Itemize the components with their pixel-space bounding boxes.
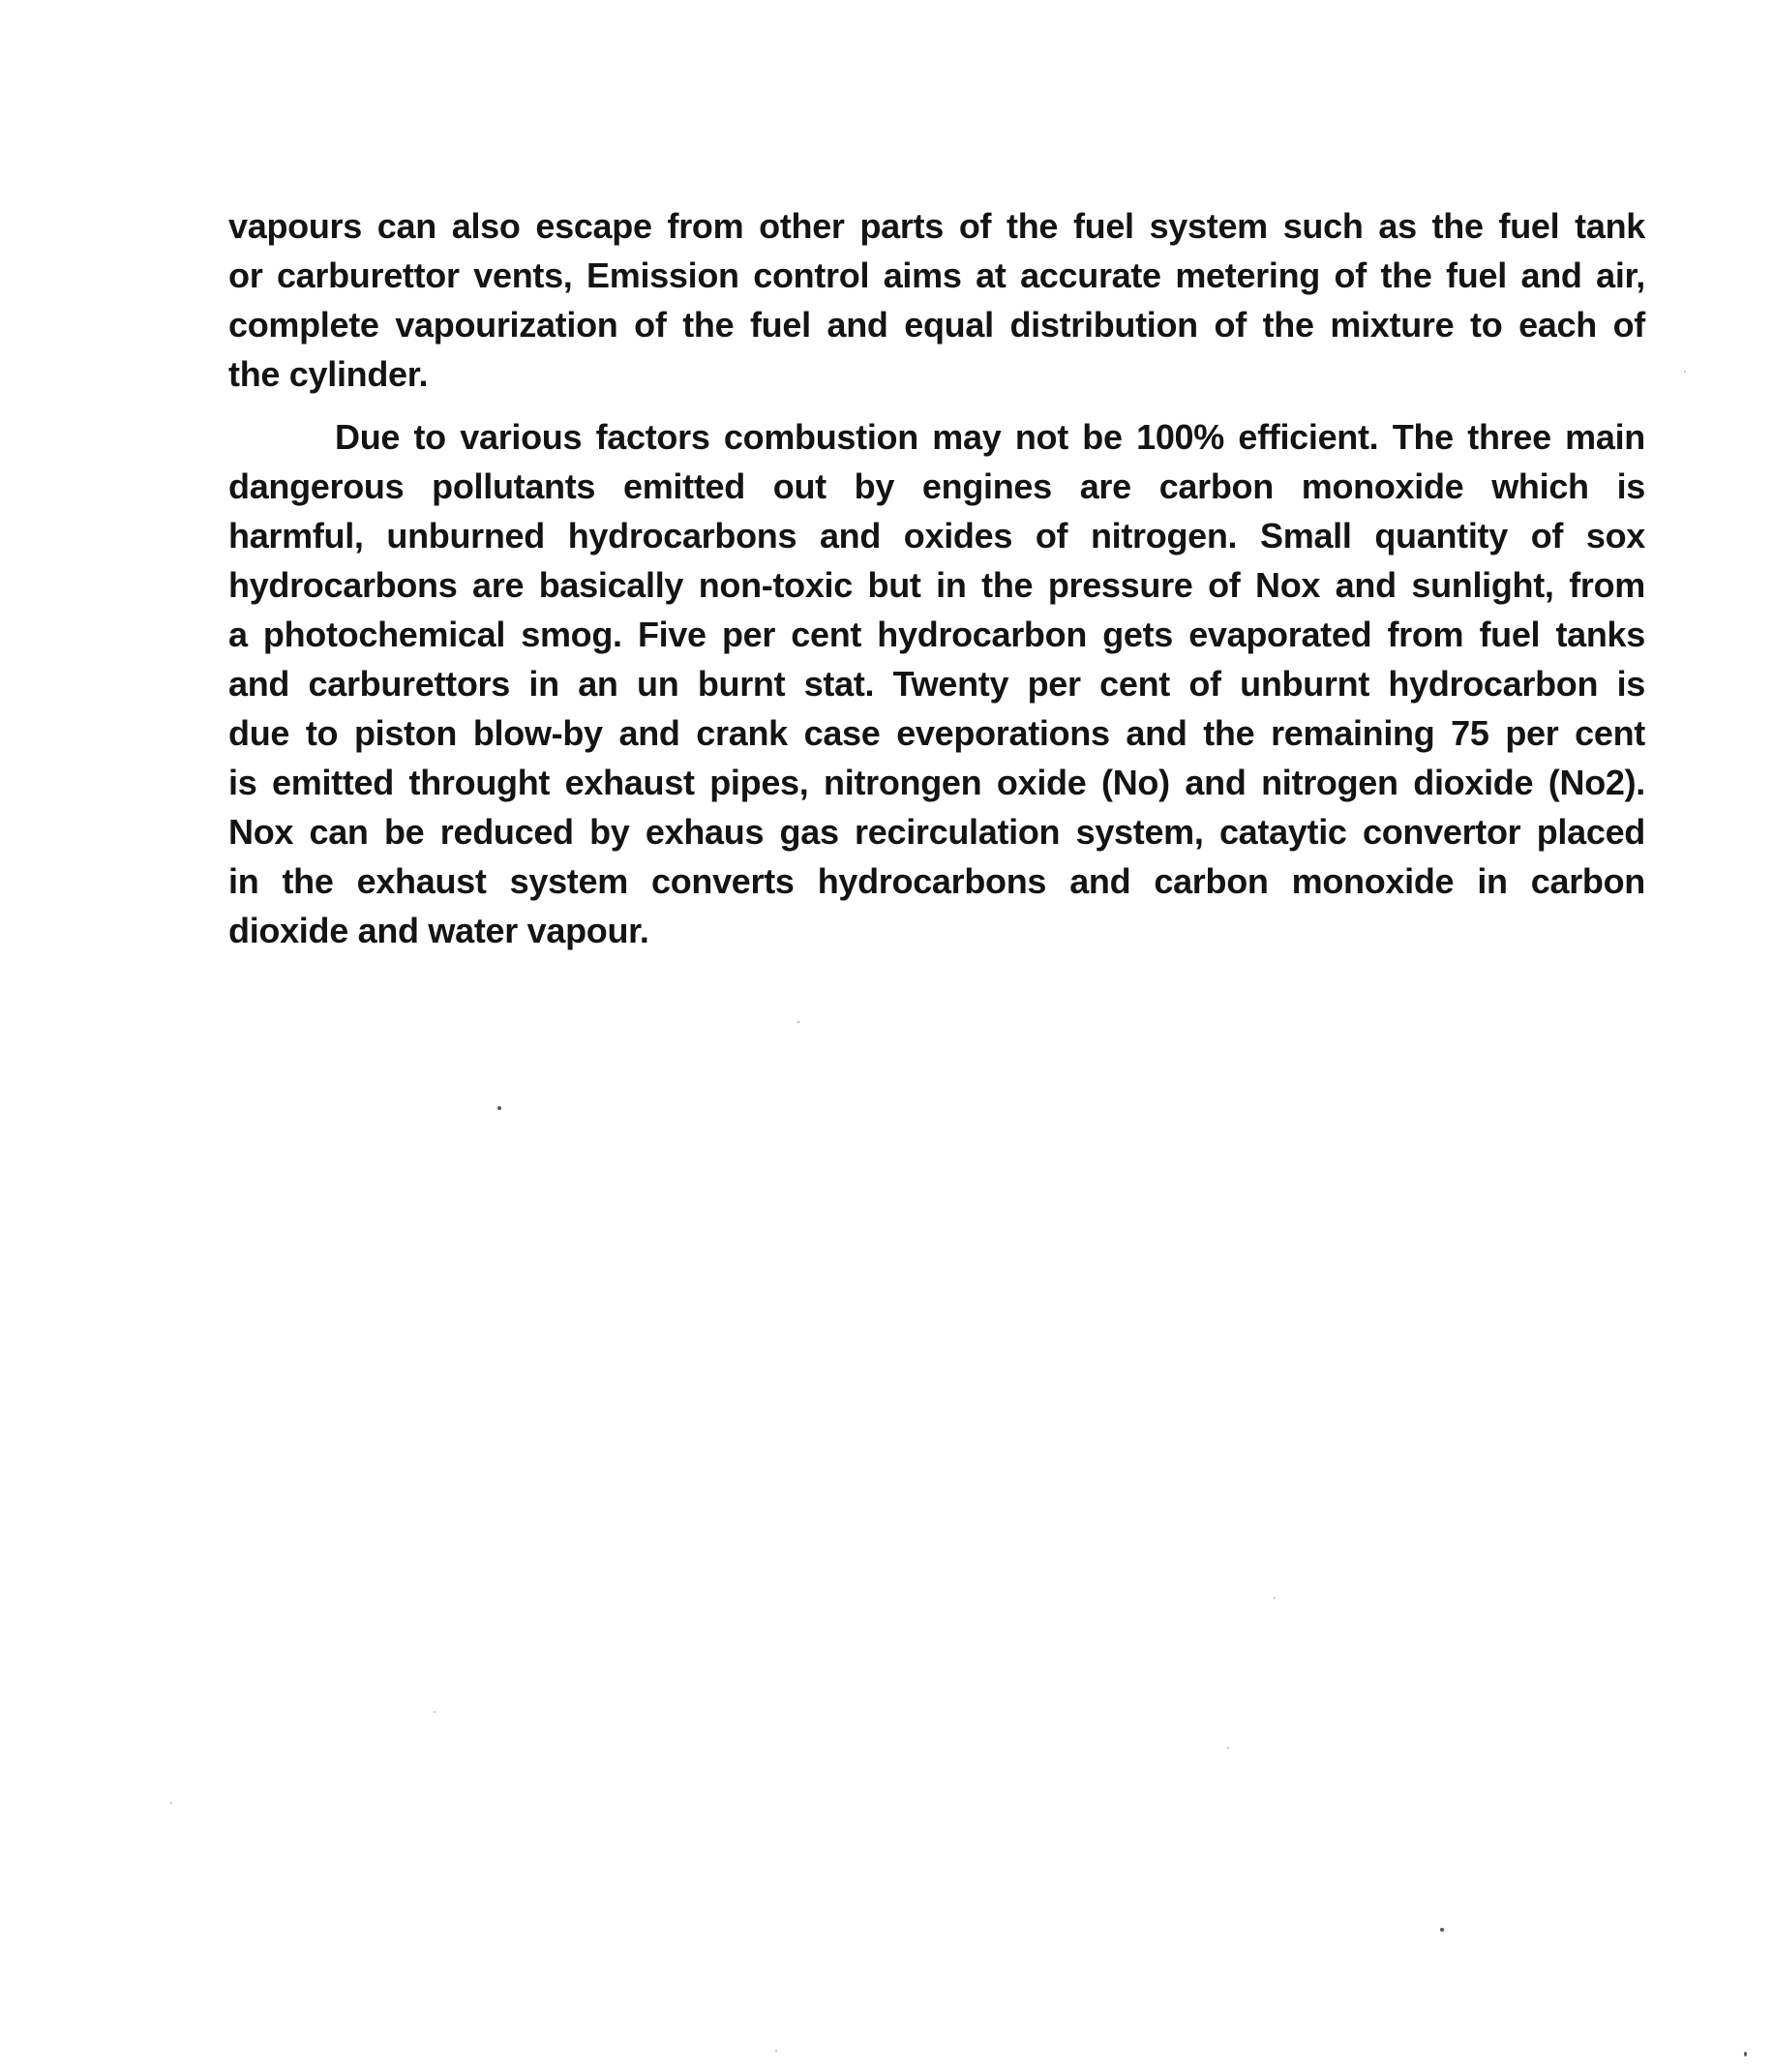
scan-speck	[1744, 2052, 1747, 2057]
paragraph-2-line-6: and carburettors in an un burnt stat. Twenty per cent of unburnt hydrocarbon is	[228, 664, 1645, 704]
paragraph-1-line-1: vapours can also escape from other parts of the fuel system such as the fuel tank	[228, 206, 1645, 246]
paragraph-2	[228, 412, 1645, 955]
scan-speck	[1227, 1747, 1229, 1749]
scan-speck	[1440, 1928, 1444, 1932]
paragraph-2-line-8: is emitted throught exhaust pipes, nitrongen oxide (No) and nitrogen dioxide (No2).	[228, 763, 1645, 802]
paragraph-2-line-2: dangerous pollutants emitted out by engines are carbon monoxide which is	[228, 466, 1645, 506]
scan-speck	[170, 1802, 172, 1804]
scan-speck	[797, 1021, 799, 1023]
paragraph-2-line-3: harmful, unburned hydrocarbons and oxides of nitrogen. Small quantity of sox	[228, 516, 1645, 556]
paragraph-2-line-5: a photochemical smog. Five per cent hydrocarbon gets evaporated from fuel tanks	[228, 615, 1645, 654]
paragraph-1	[228, 201, 1645, 399]
scan-speck	[434, 1711, 436, 1713]
paragraph-2-line-4: hydrocarbons are basically non-toxic but in the pressure of Nox and sunlight, from	[228, 565, 1645, 605]
scan-speck	[1684, 371, 1686, 373]
paragraph-1-line-4: the cylinder.	[228, 354, 429, 394]
paragraph-1-line-2: or carburettor vents, Emission control aims at accurate metering of the fuel and air,	[228, 255, 1645, 295]
paragraph-2-line-11: dioxide and water vapour.	[228, 911, 649, 950]
scan-speck	[1274, 1597, 1276, 1599]
paragraph-2-line-1: Due to various factors combustion may not be 100% efficient. The three main	[335, 417, 1645, 457]
paragraph-1-line-3: complete vapourization of the fuel and equal distribution of the mixture to each of	[228, 305, 1645, 345]
scan-speck	[497, 1106, 501, 1110]
scan-speck	[775, 2050, 777, 2052]
body-text	[228, 201, 1645, 955]
paragraph-2-line-10: in the exhaust system converts hydrocarbons and carbon monoxide in carbon	[228, 861, 1645, 901]
paragraph-2-line-7: due to piston blow-by and crank case eveporations and the remaining 75 per cent	[228, 713, 1645, 753]
paragraph-2-line-9: Nox can be reduced by exhaus gas recirculation system, cataytic convertor placed	[228, 812, 1645, 852]
